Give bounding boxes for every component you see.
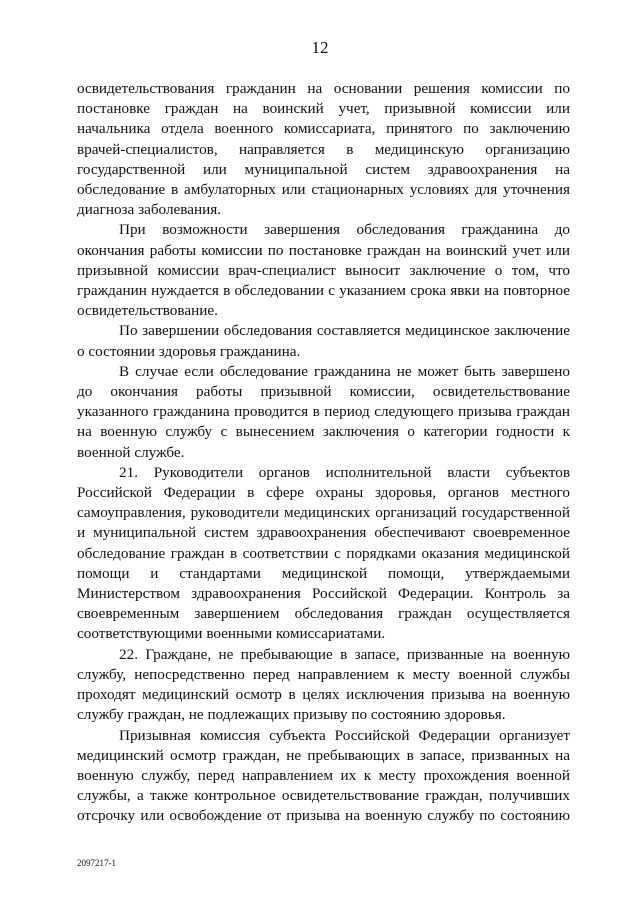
- document-body: [77, 79, 570, 827]
- paragraph-section-22: 22. Граждане, не пребывающие в запасе, призванные на военную службу, непосредственно перед направлением к месту военной службы проходят медицинский осмотр в целях исключения призыва на военную службу граждан, не подлежащих призыву по состоянию здоровья.: [77, 645, 570, 724]
- page-number: 12: [311, 38, 329, 57]
- paragraph-regional-commission: Призывная комиссия субъекта Российской Федерации организует медицинский осмотр граждан, не пребывающих в запасе, призванных на военную службу, перед направлением их к месту прохождения военной службы, а также контрольное освидетельствование граждан, получивших отсрочку или освобождение от призыва на военную службу по состоянию: [77, 726, 570, 825]
- paragraph-medical-conclusion: По завершении обследования составляется медицинское заключение о состоянии здоровья гражданина.: [77, 322, 570, 360]
- paragraph-early-completion: При возможности завершения обследования гражданина до окончания работы комиссии по постановке граждан на воинский учет или призывной комиссии врач-специалист выносит заключение о том, что гражданин нуждается в обследовании с указанием срока явки на повторное освидетельствование.: [77, 221, 570, 320]
- paragraph-incomplete-examination: В случае если обследование гражданина не может быть завершено до окончания работы призывной комиссии, освидетельствование указанного гражданина проводится в период следующего призыва граждан на военную службу с вынесением заключения о категории годности к военной службе.: [77, 362, 570, 461]
- paragraph-continuation: освидетельствования гражданин на основании решения комиссии по постановке граждан на воинский учет, призывной комиссии или начальника отдела военного комиссариата, принятого по заключению врачей-специалистов, направляется в медицинскую организацию государственной или муниципальной систем здравоохранения на обследование в амбулаторных или стационарных условиях для уточнения диагноза заболевания.: [77, 80, 570, 219]
- paragraph-section-21: 21. Руководители органов исполнительной власти субъектов Российской Федерации в сфере охраны здоровья, органов местного самоуправления, руководители медицинских организаций государственной и муниципальной систем здравоохранения обеспечивают своевременное обследование граждан в соответствии с порядками оказания медицинской помощи и стандартами медицинской помощи, утверждаемыми Министерством здравоохранения Российской Федерации. Контроль за своевременным завершением обследования граждан осуществляется соответствующими военными комиссариатами.: [77, 463, 570, 643]
- document-id: 2097217-1: [77, 858, 116, 868]
